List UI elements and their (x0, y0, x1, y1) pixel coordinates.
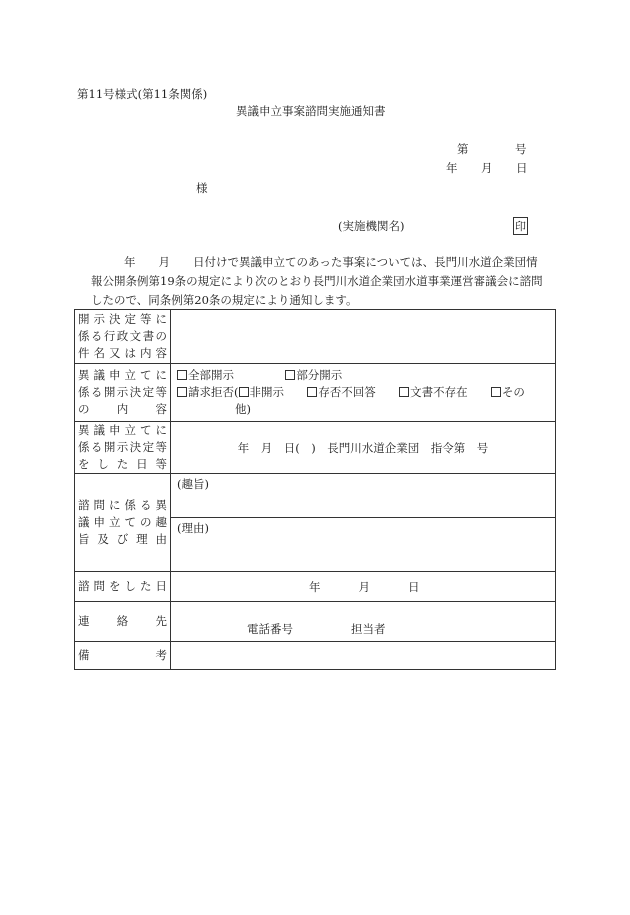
gist-field[interactable]: (趣旨) (171, 474, 555, 518)
contact-field[interactable]: 電話番号 担当者 (171, 602, 556, 642)
seal-mark: 印 (513, 217, 528, 235)
decision-options (171, 364, 556, 422)
table-row (75, 602, 556, 642)
checkbox-icon (399, 387, 409, 397)
document-title: 異議申立事案諮問実施通知書 (236, 104, 386, 118)
date-year: 年 (446, 161, 458, 175)
body-line-1: 年 月 日付けで異議申立てのあった事案については、長門川水道企業団情 (124, 255, 538, 269)
subject-field[interactable] (171, 310, 556, 364)
row-label-subject: 開示決定等に 係る行政文書の 件名又は内容 (75, 310, 171, 364)
checkbox-no-document[interactable]: 文書不存在 (399, 385, 468, 399)
decision-date-field[interactable]: 年 月 日( ) 長門川水道企業団 指令第 号 (171, 422, 556, 474)
table-row (75, 572, 556, 602)
checkbox-icon (239, 387, 249, 397)
checkbox-request-refusal[interactable]: 請求拒否( (177, 385, 239, 399)
body-line-3: したので、同条例第20条の規定により通知します。 (91, 293, 358, 307)
row-label-gist-reason: 諮問に係る異 議申立ての趣 旨及び理由 (75, 474, 171, 572)
date-month: 月 (481, 161, 493, 175)
body-line-2: 報公開条例第19条の規定により次のとおり長門川水道企業団水道事業運営審議会に諮問 (91, 274, 543, 288)
checkbox-non-disclosure[interactable]: 非開示 (239, 385, 285, 399)
checkbox-icon (177, 370, 187, 380)
checkbox-icon (307, 387, 317, 397)
remarks-field[interactable] (171, 642, 556, 670)
checkbox-neither-confirm[interactable]: 存否不回答 (307, 385, 376, 399)
consult-date-field[interactable]: 年 月 日 (171, 572, 556, 602)
checkbox-icon (491, 387, 501, 397)
checkbox-icon (285, 370, 295, 380)
row-label-remarks: 備 考 (75, 642, 171, 670)
row-label-decision: 異議申立てに 係る開示決定等 の 内 容 (75, 364, 171, 422)
checkbox-icon (177, 387, 187, 397)
row-label-consult-date: 諮問をした日 (75, 572, 171, 602)
reason-field[interactable]: (理由) (177, 521, 209, 535)
table-row (75, 422, 556, 474)
gist-reason-cell (171, 474, 556, 572)
checkbox-partial-disclosure[interactable]: 部分開示 (285, 368, 342, 382)
form-number: 第11号様式(第11条関係) (77, 87, 208, 101)
checkbox-full-disclosure[interactable]: 全部開示 (177, 368, 234, 382)
table-row (75, 310, 556, 364)
checkbox-other[interactable]: その (491, 385, 525, 399)
table-row (75, 474, 556, 572)
table-row (75, 364, 556, 422)
date-day: 日 (516, 161, 528, 175)
row-label-decision-date: 異議申立てに 係る開示決定等 をした日等 (75, 422, 171, 474)
addressee-suffix: 様 (196, 181, 208, 195)
doc-number-suffix: 号 (515, 142, 527, 156)
doc-number-prefix: 第 (457, 142, 469, 156)
table-row (75, 642, 556, 670)
notice-form-table (74, 309, 556, 670)
institution-label: (実施機関名) (338, 219, 405, 233)
row-label-contact: 連 絡 先 (75, 602, 171, 642)
other-close: 他) (235, 402, 251, 416)
